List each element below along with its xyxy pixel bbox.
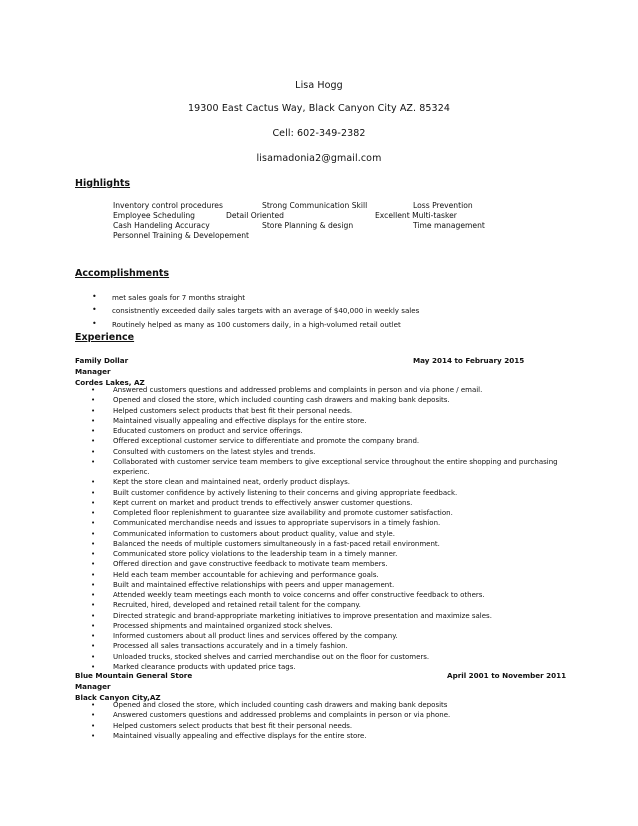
duty-text: Communicated information to customers about product quality, value and style. [113,529,395,538]
highlight-item: Excellent Multi-tasker [375,211,457,220]
bullet-icon: • [91,519,96,528]
bullet-icon: • [91,621,96,630]
accomplishments-heading: Accomplishments [75,268,170,279]
bullet-icon: • [91,711,96,720]
highlight-item: Store Planning & design [262,221,354,230]
bullet-icon: • [91,632,96,640]
duty-text: Helped customers select products that best fit their personal needs. [113,406,353,415]
duty-text: Completed floor replenishment to guarantee size availability and promote customer satisfaction. [113,509,453,517]
accomplishment-text: consistnently exceeded daily sales targets with an average of $40,000 in weekly sales [112,306,420,315]
accomplishment-text: Routinely helped as many as 100 customers daily, in a high-volumed retail outlet [112,320,401,329]
job-title: Manager [75,682,111,691]
contact-address: 19300 East Cactus Way, Black Canyon City AZ. 85324 [187,103,450,114]
duty-text: Offered direction and gave constructive feedback to motivate team members. [113,560,388,569]
highlight-item: Personnel Training & Developement [113,231,250,240]
bullet-icon: • [91,701,96,709]
duty-text: Attended weekly team meetings each month to voice concerns and offer constructive feedback to others. [113,591,485,599]
bullet-icon: • [91,550,96,558]
job-title: Manager [75,367,111,376]
bullet-icon: • [91,478,96,487]
highlight-item: Time management [413,221,485,230]
bullet-icon: • [91,611,96,620]
bullet-icon: • [91,447,96,456]
highlight-item: Inventory control procedures [113,201,223,210]
duty-text: Held each team member accountable for achieving and performance goals. [113,570,379,579]
bullet-icon: • [92,292,97,301]
duty-text: Built and maintained effective relationships with peers and upper management. [113,580,395,589]
duty-text: Communicated merchandise needs and issues to appropriate supervisors in a timely fashion. [113,519,441,528]
job-company: Family Dollar [75,356,129,365]
bullet-icon: • [91,642,96,651]
bullet-icon: • [91,662,96,671]
duty-text: Balanced the needs of multiple customers simultaneously in a fast-paced retail environment. [113,539,440,548]
job-dates: April 2001 to November 2011 [447,671,567,680]
duty-text: Processed all sales transactions accurately and in a timely fashion. [113,642,348,651]
job-location: Black Canyon City,AZ [75,693,161,702]
highlight-item: Loss Prevention [413,201,473,210]
duty-text: Opened and closed the store, which included counting cash drawers and making bank deposits [113,701,448,709]
contact-name: Lisa Hogg [295,80,343,91]
highlight-item: Strong Communication Skill [262,201,368,210]
bullet-icon: • [91,591,96,599]
duty-text: Unloaded trucks, stocked shelves and carried merchandise out on the floor for customers. [113,652,430,661]
bullet-icon: • [91,406,96,415]
duty-text: Processed shipments and maintained organized stock shelves. [113,621,333,630]
duty-text: Marked clearance products with updated price tags. [113,662,296,671]
contact-email[interactable]: lisamadonia2@gmail.com [256,153,382,164]
bullet-icon: • [91,601,96,610]
bullet-icon: • [91,416,96,425]
duty-text: Maintained visually appealing and effective displays for the entire store. [113,416,367,425]
duty-text: Built customer confidence by actively listening to their concerns and giving appropriate feedback. [113,488,458,497]
bullet-icon: • [91,570,96,579]
duty-text: Offered exceptional customer service to differentiate and promote the company brand. [113,437,420,446]
duty-text: Kept current on market and product trends to effectively answer customer questions. [113,498,413,507]
bullet-icon: • [91,539,96,548]
duty-text: Helped customers select products that best fit their personal needs. [113,721,353,730]
bullet-icon: • [91,509,96,517]
bullet-icon: • [91,488,96,497]
highlight-item: Employee Scheduling [113,211,195,220]
duty-text: Communicated store policy violations to the leadership team in a timely manner. [113,550,398,558]
job-location: Cordes Lakes, AZ [75,378,145,387]
duty-text: Educated customers on product and service offerings. [113,427,303,435]
highlights-heading: Highlights [75,178,131,189]
bullet-icon: • [91,529,96,538]
duty-text: Consulted with customers on the latest styles and trends. [113,447,316,456]
duty-text: Opened and closed the store, which included counting cash drawers and making bank deposits. [113,396,450,405]
bullet-icon: • [91,457,96,466]
bullet-icon: • [91,580,96,589]
bullet-icon: • [91,437,96,446]
bullet-icon: • [91,721,96,730]
duty-text: Informed customers about all product lines and services offered by the company. [113,632,398,640]
duty-text: Answered customers questions and addressed problems and complaints in person and via phone / email. [113,386,483,394]
highlight-item: Cash Handeling Accuracy [113,221,210,230]
bullet-icon: • [91,396,96,405]
job-company: Blue Mountain General Store [75,671,193,680]
duty-text: Collaborated with customer service team members to give exceptional service throughout the entire shopping and purchasing [113,457,558,466]
bullet-icon: • [91,498,96,507]
bullet-icon: • [91,652,96,661]
job-dates: May 2014 to February 2015 [413,356,525,365]
duty-text: Maintained visually appealing and effective displays for the entire store. [113,731,367,740]
highlight-item: Detail Oriented [226,211,284,220]
duty-text: Recruited, hired, developed and retained retail talent for the company. [113,601,361,610]
bullet-icon: • [91,427,96,435]
bullet-icon: • [91,731,96,740]
bullet-icon: • [92,319,97,328]
bullet-icon: • [92,305,97,314]
experience-heading: Experience [75,332,135,343]
bullet-icon: • [91,386,96,394]
accomplishment-text: met sales goals for 7 months straight [112,293,245,302]
duty-text: experienc. [113,468,150,476]
contact-cell: Cell: 602-349-2382 [272,128,366,139]
duty-text: Answered customers questions and addressed problems and complaints in person or via phone. [113,711,451,720]
bullet-icon: • [91,560,96,569]
duty-text: Directed strategic and brand-appropriate marketing initiatives to improve presentation and maximize sales. [113,611,492,620]
duty-text: Kept the store clean and maintained neat, orderly product displays. [113,478,351,487]
